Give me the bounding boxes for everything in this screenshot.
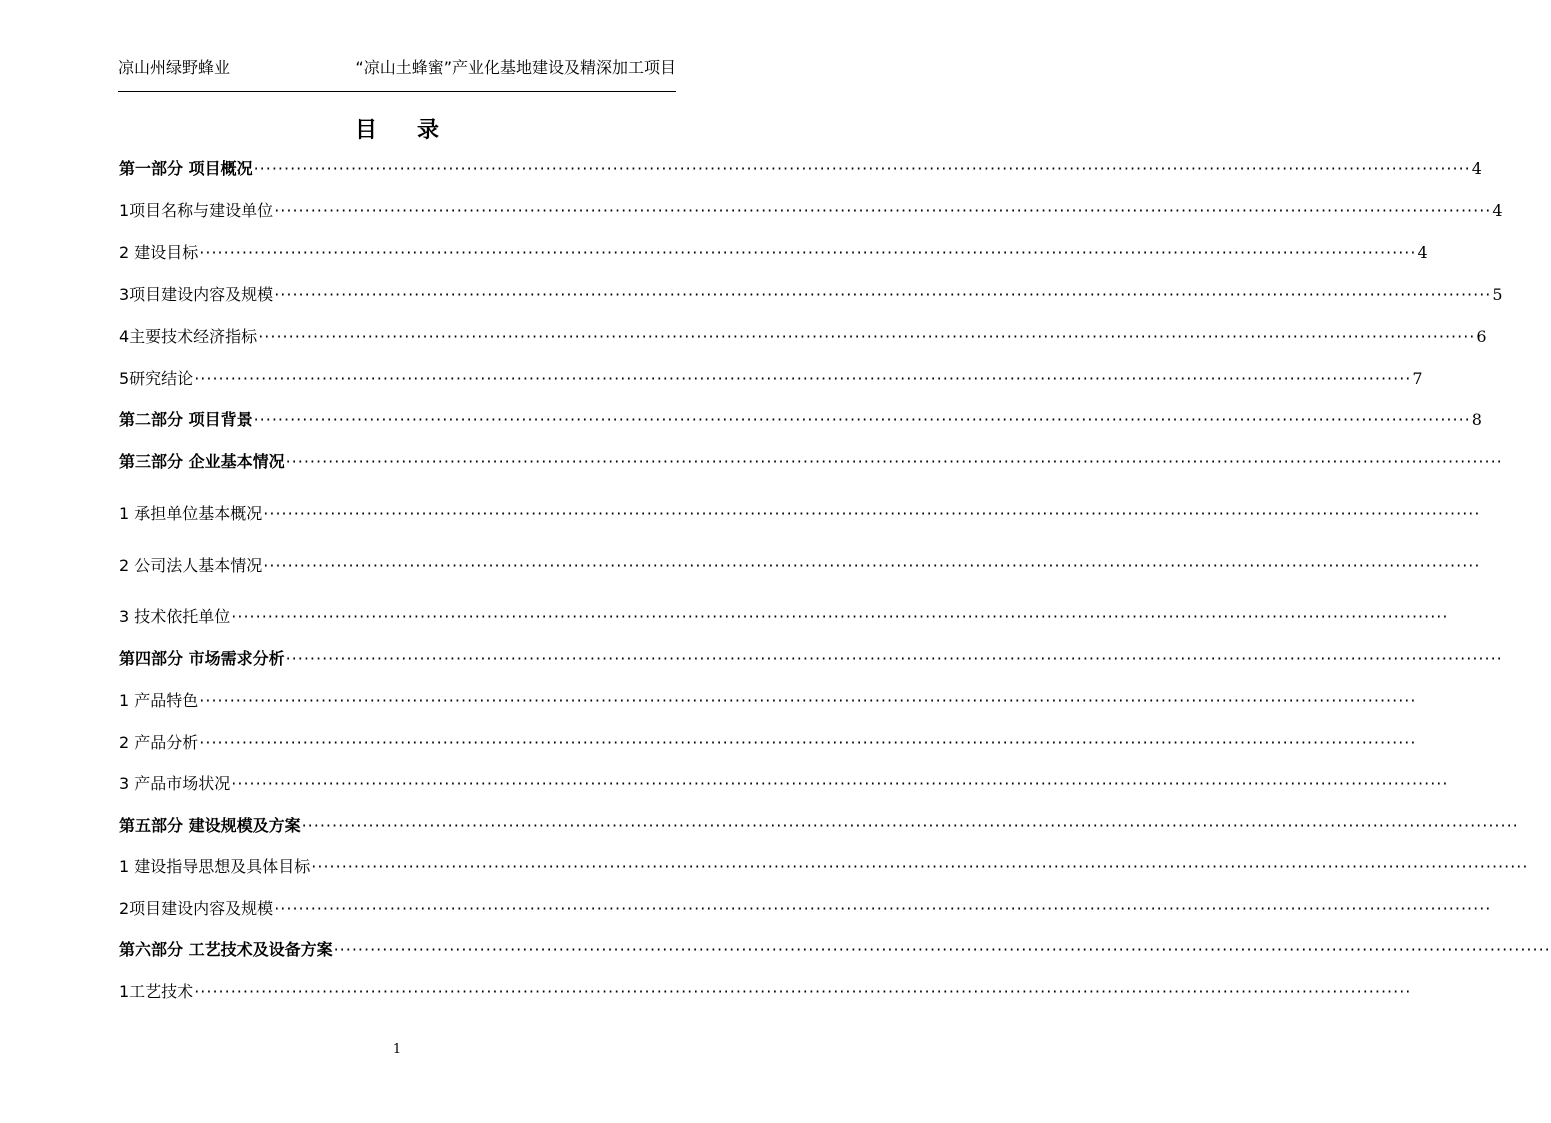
toc-entry-label: 1工艺技术 [119,982,194,1001]
toc-leader-dots: ········································································································································································································ [253,159,1471,178]
toc-leader-dots: ········································································································································································································ [333,940,1551,959]
toc-entry-label: 5研究结论 [119,369,194,388]
toc-item-entry[interactable] [119,241,1428,265]
toc-entry-page: 7 [1412,369,1423,388]
toc-entry-label: 2 建设目标 [119,243,199,262]
toc-leader-dots: ········································································································································································································ [263,504,1481,523]
toc-item-entry[interactable] [119,199,1503,223]
toc-entry-label: 2 公司法人基本情况 [119,556,263,575]
toc-item-entry[interactable] [119,855,1529,879]
toc-leader-dots: ········································································································································································································ [274,285,1492,304]
toc-entry-label: 3 产品市场状况 [119,774,231,793]
toc-entry-label: 2 产品分析 [119,733,199,752]
toc-leader-dots: ········································································································································································································ [258,327,1476,346]
toc-entry-page: 4 [1471,159,1482,178]
toc-item-entry[interactable] [119,605,1449,629]
toc-entry-label: 第五部分 建设规模及方案 [119,816,301,835]
toc-leader-dots: ········································································································································································································ [199,691,1417,710]
toc-leader-dots: ········································································································································································································ [253,410,1471,429]
toc-leader-dots: ········································································································································································································ [231,607,1449,626]
header-project-title: “凉山土蜂蜜”产业化基地建设及精深加工项目 [355,58,676,77]
toc-leader-dots: ········································································································································································································ [311,857,1529,876]
toc-leader-dots: ········································································································································································································ [194,982,1412,1001]
toc-part-entry[interactable] [119,157,1482,181]
toc-title: 目录 [354,117,479,143]
toc-leader-dots: ········································································································································································································ [274,899,1492,918]
toc-entry-label: 1 承担单位基本概况 [119,504,263,523]
toc-entry-page: 5 [1492,285,1503,304]
toc-leader-dots: ········································································································································································································ [194,369,1412,388]
toc-part-entry[interactable] [119,408,1482,432]
toc-item-entry[interactable] [119,554,1481,578]
toc-leader-dots: ········································································································································································································ [285,452,1503,471]
toc-entry-page: 4 [1417,243,1428,262]
toc-leader-dots: ········································································································································································································ [199,733,1417,752]
toc-item-entry[interactable] [119,897,1492,921]
toc-entry-label: 1 产品特色 [119,691,199,710]
toc-entry-page: 8 [1471,410,1482,429]
toc-part-entry[interactable] [119,938,1551,962]
toc-leader-dots: ········································································································································································································ [231,774,1449,793]
toc-entry-page: 6 [1476,327,1487,346]
toc-leader-dots: ········································································································································································································ [199,243,1417,262]
toc-entry-label: 第一部分 项目概况 [119,159,253,178]
toc-item-entry[interactable] [119,689,1417,713]
toc-leader-dots: ········································································································································································································ [301,816,1519,835]
toc-item-entry[interactable] [119,980,1412,1004]
header-company-name: 凉山州绿野蜂业 [118,58,231,77]
toc-entry-label: 1项目名称与建设单位 [119,201,274,220]
toc-entry-label: 第四部分 市场需求分析 [119,649,285,668]
toc-part-entry[interactable] [119,647,1503,671]
toc-leader-dots: ········································································································································································································ [263,556,1481,575]
toc-leader-dots: ········································································································································································································ [274,201,1492,220]
toc-part-entry[interactable] [119,814,1519,838]
toc-item-entry[interactable] [119,325,1487,349]
toc-item-entry[interactable] [119,283,1503,307]
toc-leader-dots: ········································································································································································································ [285,649,1503,668]
toc-entry-label: 2项目建设内容及规模 [119,899,274,918]
toc-item-entry[interactable] [119,502,1481,526]
toc-part-entry[interactable] [119,450,1503,474]
toc-entry-label: 4主要技术经济指标 [119,327,258,346]
toc-item-entry[interactable] [119,772,1449,796]
toc-entry-label: 3项目建设内容及规模 [119,285,274,304]
toc-item-entry[interactable] [119,731,1417,755]
toc-entry-page: 4 [1492,201,1503,220]
toc-item-entry[interactable] [119,367,1423,391]
toc-entry-label: 第六部分 工艺技术及设备方案 [119,940,333,959]
page-number: 1 [392,1042,402,1057]
toc-entry-label: 1 建设指导思想及具体目标 [119,857,311,876]
header-divider [118,91,676,92]
toc-entry-label: 3 技术依托单位 [119,607,231,626]
toc-entry-label: 第二部分 项目背景 [119,410,253,429]
toc-entry-label: 第三部分 企业基本情况 [119,452,285,471]
